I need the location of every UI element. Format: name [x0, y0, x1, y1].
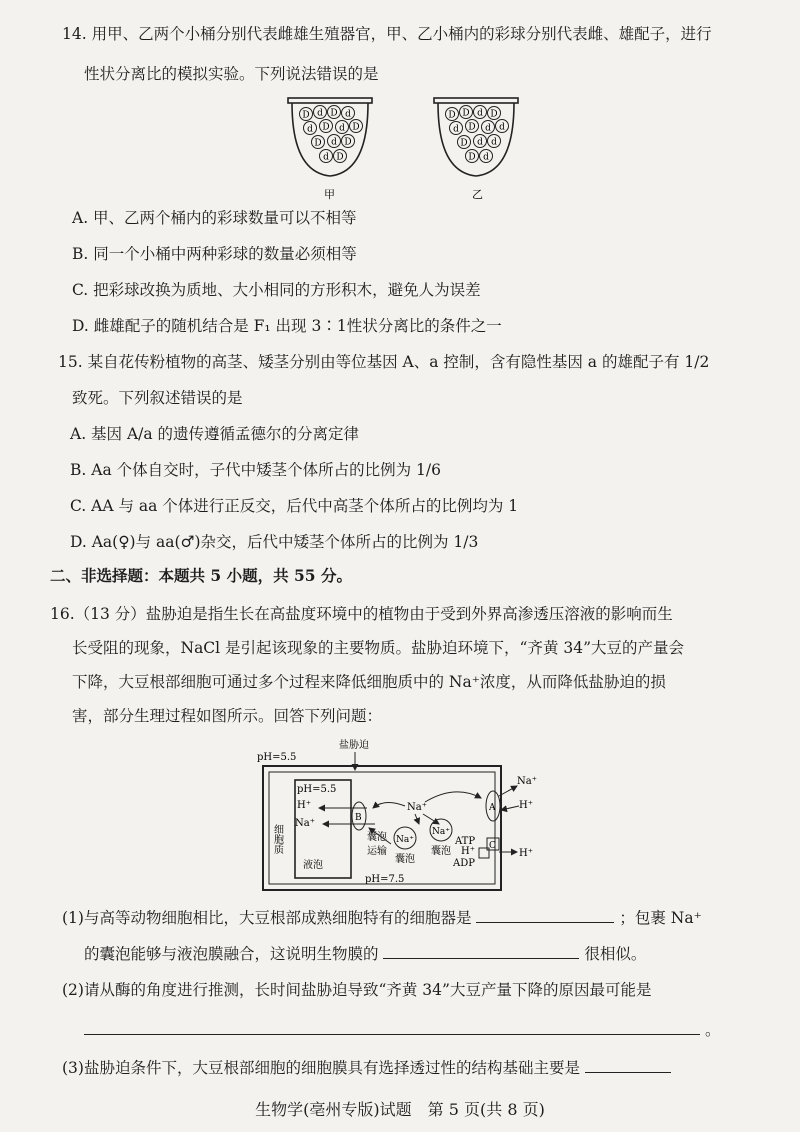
ph-cytoplasm: pH=7.5	[365, 874, 405, 885]
q14-option-d: D. 雌雄配子的随机结合是 F₁ 出现 3∶1性状分离比的条件之一	[72, 317, 502, 335]
ball-D: D	[314, 138, 322, 149]
protein-c: C	[489, 841, 496, 851]
vacuole-label: 液泡	[303, 860, 323, 871]
vesicle-na-1: Na⁺	[396, 835, 414, 845]
bucket-yi	[434, 98, 518, 201]
bucket-jia-label: 甲	[324, 188, 335, 201]
q16-sub3-text-a: (3)盐胁迫条件下，大豆根部细胞的细胞膜具有选择透过性的结构基础主要是	[62, 1059, 580, 1077]
q15-option-c: C. AA 与 aa 个体进行正反交，后代中高茎个体所占的比例均为 1	[70, 497, 519, 515]
bucket-jia	[288, 98, 372, 201]
q16-sub1-text-b: ；包裹 Na⁺	[619, 909, 702, 927]
ph-outside: pH=5.5	[257, 752, 297, 763]
q16-sub1-line2	[84, 942, 646, 964]
answer-blank-4[interactable]	[585, 1056, 671, 1073]
q15-option-d: D. Aa(♀)与 aa(♂)杂交，后代中矮茎个体所占的比例为 1/3	[70, 533, 479, 551]
ball-D: D	[336, 152, 344, 163]
ball-D: D	[344, 137, 352, 148]
ball-d: d	[331, 137, 337, 148]
ball-d: d	[317, 108, 323, 119]
q16-stem-line1: 16.（13 分）盐胁迫是指生长在高盐度环境中的植物由于受到外界高渗透压溶液的影响而生	[50, 605, 673, 623]
q16-stem-line2: 长受阻的现象，NaCl 是引起该现象的主要物质。盐胁迫环境下，“齐黄 34”大豆的产量会	[72, 639, 685, 657]
salt-stress-label: 盐胁迫	[339, 740, 369, 751]
ball-D: D	[462, 108, 470, 119]
vacuole-na-plus: Na⁺	[295, 818, 315, 829]
atp-label: ATP	[455, 836, 476, 847]
bucket-figure	[280, 92, 530, 204]
q16-stem-line4: 害，部分生理过程如图所示。回答下列问题：	[72, 707, 383, 725]
ball-d: d	[477, 108, 483, 119]
ball-D: D	[352, 122, 360, 133]
cytoplasm-label: 细胞质	[271, 824, 283, 854]
ball-D: D	[448, 110, 456, 121]
vesicle-na-2: Na⁺	[432, 827, 450, 837]
vesicle-transport-2: 运输	[367, 846, 387, 857]
q16-sub1-text-c: 的囊泡能够与液泡膜融合，这说明生物膜的	[84, 945, 379, 963]
q16-sub2-line1: (2)请从酶的角度进行推测，长时间盐胁迫导致“齐黄 34”大豆产量下降的原因最可能是	[62, 981, 652, 999]
protein-a: A	[489, 803, 496, 813]
vesicle-label-2: 囊泡	[431, 846, 451, 857]
q14-stem-line2: 性状分离比的模拟实验。下列说法错误的是	[84, 65, 379, 83]
q15-stem-line2: 致死。下列叙述错误的是	[72, 389, 243, 407]
ball-D: D	[302, 110, 310, 121]
ball-d: d	[307, 124, 313, 135]
q16-sub2-line2	[84, 1018, 720, 1040]
q15-stem-line1: 15. 某自花传粉植物的高茎、矮茎分别由等位基因 A、a 控制，含有隐性基因 a 的雄配子有 1/2	[58, 353, 710, 371]
ball-D: D	[460, 138, 468, 149]
vacuole-h-plus: H⁺	[297, 800, 311, 811]
protein-b: B	[355, 813, 362, 823]
cell-diagram	[255, 736, 555, 894]
ball-d: d	[453, 124, 459, 135]
ball-d: d	[483, 152, 489, 163]
ball-d: d	[499, 122, 505, 133]
ball-d: d	[323, 152, 329, 163]
q14-option-a: A. 甲、乙两个桶内的彩球数量可以不相等	[72, 209, 357, 227]
ball-d: d	[491, 137, 497, 148]
ball-D: D	[468, 152, 476, 163]
q15-option-b: B. Aa 个体自交时，子代中矮茎个体所占的比例为 1/6	[70, 461, 441, 479]
q16-sub1-text-d: 很相似。	[584, 945, 647, 963]
q16-sub2-end: 。	[704, 1021, 721, 1039]
cytoplasm-h-plus: H⁺	[461, 846, 475, 857]
q16-sub1-text-a: (1)与高等动物细胞相比，大豆根部成熟细胞特有的细胞器是	[62, 909, 472, 927]
q14-option-b: B. 同一个小桶中两种彩球的数量必须相等	[72, 245, 357, 263]
outside-h-plus-2: H⁺	[519, 848, 533, 859]
vesicle-transport-1: 囊泡	[367, 832, 387, 843]
answer-blank-1[interactable]	[476, 906, 614, 923]
adp-label: ADP	[453, 858, 475, 869]
ball-d: d	[485, 123, 491, 134]
outside-na-plus: Na⁺	[517, 776, 537, 787]
q14-stem-line1: 14. 用甲、乙两个小桶分别代表雌雄生殖器官，甲、乙小桶内的彩球分别代表雌、雄配子，进行	[62, 25, 712, 43]
outside-h-plus-1: H⁺	[519, 800, 533, 811]
q16-sub1-line1	[62, 906, 702, 928]
page-footer: 生物学(亳州专版)试题 第 5 页(共 8 页)	[255, 1100, 545, 1119]
ball-D: D	[468, 122, 476, 133]
ball-d: d	[345, 109, 351, 120]
q16-stem-line3: 下降，大豆根部细胞可通过多个过程来降低细胞质中的 Na⁺浓度，从而降低盐胁迫的损	[72, 673, 666, 691]
answer-blank-2[interactable]	[383, 942, 579, 959]
answer-blank-3[interactable]	[84, 1018, 700, 1035]
q16-sub3-line1	[62, 1056, 671, 1078]
ball-D: D	[490, 109, 498, 120]
ph-vacuole: pH=5.5	[297, 784, 337, 795]
ball-D: D	[330, 108, 338, 119]
vesicle-label-1: 囊泡	[395, 854, 415, 865]
ball-d: d	[339, 123, 345, 134]
ball-d: d	[477, 137, 483, 148]
q15-option-a: A. 基因 A/a 的遗传遵循孟德尔的分离定律	[70, 425, 360, 443]
bucket-yi-label: 乙	[472, 188, 483, 201]
q14-option-c: C. 把彩球改换为质地、大小相同的方形积木，避免人为误差	[72, 281, 481, 299]
ball-D: D	[322, 122, 330, 133]
section-2-title: 二、非选择题：本题共 5 小题，共 55 分。	[50, 566, 352, 585]
cytoplasm-na-plus: Na⁺	[407, 802, 427, 813]
